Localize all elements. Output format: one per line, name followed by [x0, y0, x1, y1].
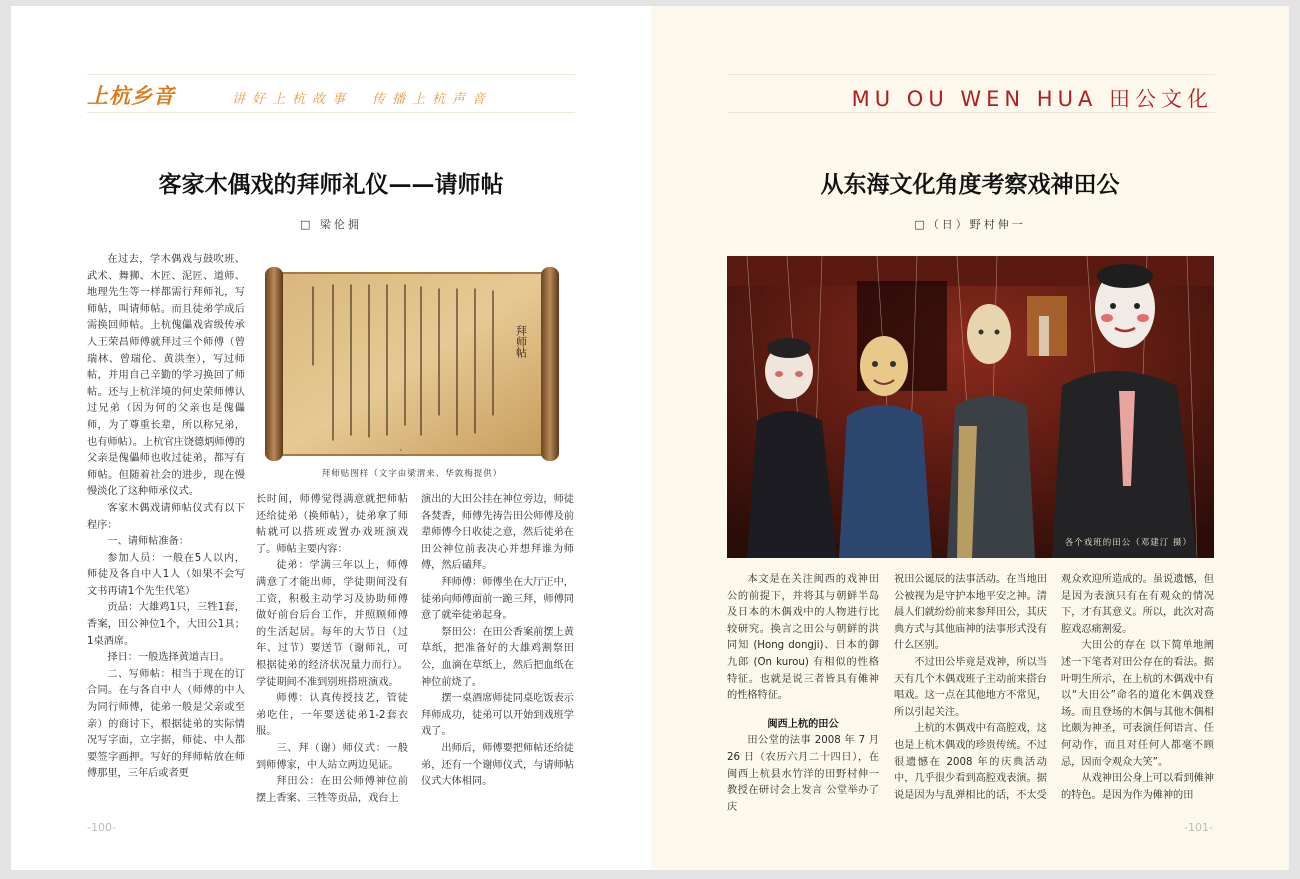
scroll-heading: 拜师帖	[514, 325, 528, 358]
paragraph: 客家木偶戏请师帖仪式有以下程序：	[87, 502, 245, 531]
page-number: -100-	[87, 821, 116, 834]
paragraph: 贡品：大雄鸡1只，三牲1套，香案，田公神位1个，大田公1具；1桌酒席。	[87, 602, 245, 647]
paragraph: 师傅：认真传授技艺，管徒弟吃住，一年要送徒弟1-2套衣服。	[256, 693, 408, 738]
paragraph: 演出的大田公挂在神位旁边，师徒各焚香，师傅先祷告田公师傅及前辈师傅今日收徒之意，然后徒弟在田公神位前表决心并想拜谁为师傅，然后磕拜。	[421, 494, 574, 572]
header-top-rule	[87, 74, 575, 75]
paragraph: 摆一桌酒席师徒同桌吃饭表示拜师成功，徒弟可以开始到戏班学戏了。	[421, 693, 574, 738]
paragraph: 一、请师帖准备：	[107, 536, 189, 548]
section-header: MU OU WEN HUA 田公文化	[851, 87, 1213, 111]
master-certificate-scroll-image	[263, 265, 561, 462]
section-heading: 闽西上杭的田公	[767, 718, 839, 730]
column-2	[894, 572, 1047, 804]
paragraph: 二、写师帖：相当于现在的订合同。在与各自中人（师傅的中人为同行师傅，徒弟一般是父亲或至亲）的商讨下，根据徒弟的实际情况写字面，立字据，师徒、中人都要签字画押。写好的拜师帖放在师傅那里，三年后或者更	[87, 668, 245, 780]
paragraph: 长时间，师傅觉得满意就把师帖还给徒弟（换师帖），徒弟拿了师帖就可以搭班或置办戏班演戏了。师帖主要内容：	[256, 494, 408, 555]
paragraph: 上杭的木偶戏中有高腔戏，这也是上杭木偶戏的珍贵传统。不过很遗憾在 2008 年的庆典活动中，几乎很少看到高腔戏表演。据说是因为与乱弹相比的话，不太受	[894, 723, 1047, 801]
paragraph: 祝田公诞辰的法事活动。在当地田公被视为是守护本地平安之神。清晨人们就纷纷前来参拜田公，其庆典方式与其他庙神的法事形式没有什么区别。	[894, 574, 1047, 652]
column-3	[1061, 572, 1214, 804]
paragraph: 田公堂的法事 2008 年 7 月 26 日（农历六月二十四日），在闽西上杭县水竹洋的田野村伸一教授在研讨会上发言 公堂举办了庆	[727, 735, 879, 813]
article-title: 从东海文化角度考察戏神田公	[820, 171, 1120, 198]
photo-caption: 各个戏班的田公（邓建汀 摄）	[1064, 538, 1192, 548]
column-3	[421, 492, 574, 791]
magazine-slogan: 讲好上杭故事 传播上杭声音	[232, 92, 493, 107]
paragraph: 在过去，学木偶戏与鼓吹班、武术、舞狮、木匠、泥匠、道师、地理先生等一样都需行拜师礼，写师帖，叫请师帖。而且徒弟学成后需换回师帖。上杭傀儡戏省级传承人王荣昌师傅就拜过三个师傅（曾瑞林、曾瑞伦、黄洪奎），写过师帖，并用自己辛勤的学习换回了师帖。还与上杭洋境的何史荣师傅认过兄弟（因为何的父亲也是傀儡师，为了尊重长辈，所以称兄弟，也有师帖）。上杭官庄饶德炳师傅的父亲是傀儡师也收过徒弟，都写有师帖。但随着社会的进步，现在慢慢淡化了这种师承仪式。	[87, 254, 245, 498]
column-2	[256, 492, 408, 807]
left-page	[11, 6, 651, 870]
paragraph: 从戏神田公身上可以看到傩神的特色。是因为作为傩神的田	[1061, 773, 1214, 801]
puppets-photo	[727, 256, 1214, 558]
header-bottom-rule	[87, 112, 575, 113]
article-author: □ 梁伦拥	[300, 218, 362, 231]
paragraph: 出师后，师傅要把师帖还给徒弟，还有一个谢师仪式，与请师帖仪式大体相同。	[421, 742, 574, 788]
right-page	[651, 6, 1289, 870]
column-1	[727, 572, 879, 816]
column-1	[87, 252, 245, 783]
paragraph: 择日：一般选择黄道吉日。	[107, 652, 230, 664]
paragraph: 拜师傅：师傅坐在大厅正中，徒弟向师傅面前一跪三拜，师傅同意了就牵徒弟起身。	[421, 576, 574, 622]
page-number: -101-	[1184, 821, 1213, 834]
article-title: 客家木偶戏的拜师礼仪——请师帖	[158, 171, 504, 198]
header-bottom-rule	[727, 112, 1215, 113]
image-caption: 拜师贴图样（文字由梁渭来、华敦梅提供）	[321, 469, 503, 479]
paragraph: 不过田公毕竟是戏神，所以当天有几个木偶戏班子主动前来搭台唱戏。这一点在其他地方不常见，所以引起关注。	[894, 656, 1047, 718]
header-top-rule	[727, 74, 1215, 75]
paragraph: 大田公的存在 以下简单地阐述一下笔者对田公存在的看法。据叶明生所示，在上杭的木偶戏中有以“大田公”命名的道化木偶戏登场。而且登场的木偶与其他木偶相比颇为神圣，可表演任何语言、任何动作，而且对任何人都毫不顾忌，因而令观众大笑”。	[1061, 640, 1214, 768]
paragraph: 拜田公：在田公师傅神位前摆上香案、三牲等贡品，戏台上	[256, 776, 408, 804]
paragraph: 参加人员：一般在5人以内，师徒及各自中人1人（如果不会写文书再请1个先生代笔）	[87, 552, 245, 597]
paragraph: 观众欢迎所造成的。虽说遗憾，但是因为表演只有在有观众的情况下，才有其意义。所以，此次对高腔戏忍痛割爱。	[1061, 574, 1214, 635]
paragraph: 徒弟：学满三年以上，师傅满意了才能出师，学徒期间没有工资，积极主动学习及协助师傅做好前台后台工作，并照顾师傅的生活起居。每年的大节日（过年、过节）要送节（谢师礼，可根据徒弟的经济状况量力而行）。学徒期间不准到别班搭班演戏。	[256, 560, 408, 688]
paragraph: 祭田公：在田公香案前摆上黄草纸，把准备好的大雄鸡割祭田公，血滴在草纸上，然后把血纸在神位前烧了。	[421, 626, 574, 688]
paragraph: 三、拜（谢）师仪式：一般到师傅家，中人站立两边见证。	[256, 742, 408, 771]
article-author: □（日）野村伸一	[914, 218, 1026, 231]
paragraph: 本文是在关注闽西的戏神田公的前提下，并将其与朝鲜半岛及日本的木偶戏中的人物进行比较研究。换言之田公与朝鲜的洪同知 (Hong dongji)、日本的御九郎 (On kurou) 有相似的性格特征。也就是说三者皆具有傩神的性格特征。	[727, 574, 879, 702]
magazine-logo: 上杭乡音	[87, 83, 175, 108]
